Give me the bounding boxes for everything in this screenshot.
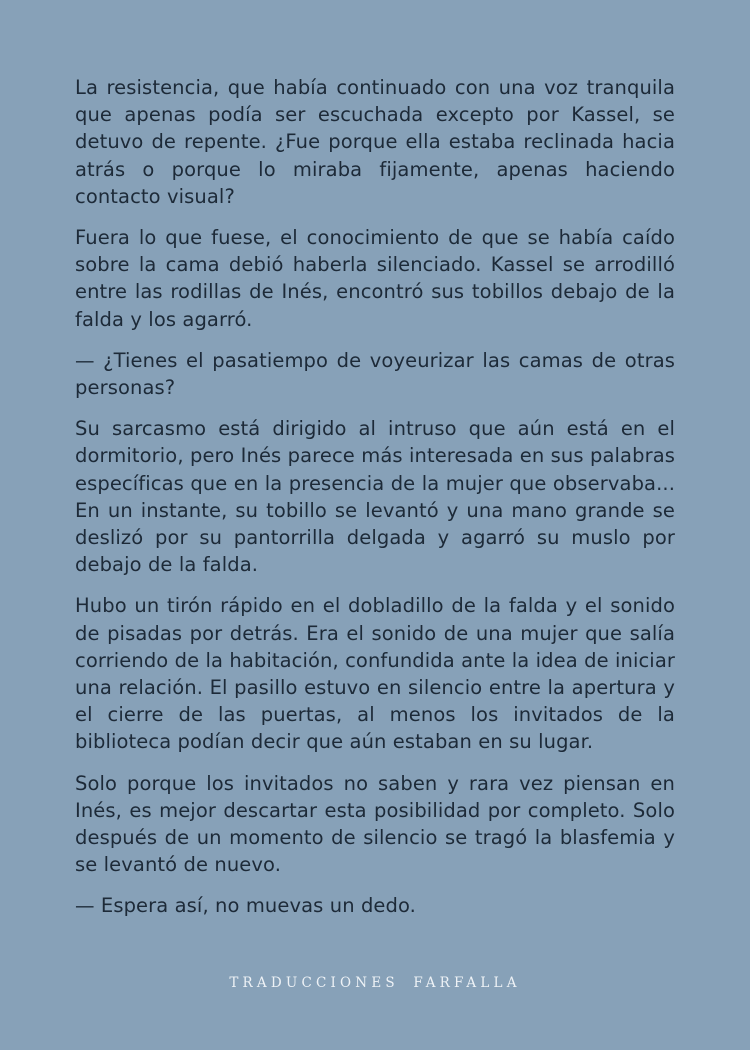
paragraph-7-dialogue: — Espera así, no muevas un dedo. [75, 894, 416, 918]
paragraph-2: Fuera lo que fuese, el conocimiento de que se había caído sobre la cama debió haberla silenciado. Kassel se arrodilló entre las rodillas de Inés, encontró sus tobillos debajo de la falda y los agarró. [75, 226, 675, 331]
page-body [75, 74, 675, 934]
paragraph-3-dialogue: — ¿Tienes el pasatiempo de voyeurizar las camas de otras personas? [75, 348, 675, 400]
paragraph-6: Solo porque los invitados no saben y rara vez piensan en Inés, es mejor descartar esta posibilidad por completo. Solo después de un momento de silencio se tragó la blasfemia y se levantó de nuevo. [75, 771, 675, 877]
paragraph-5: Hubo un tirón rápido en el dobladillo de la falda y el sonido de pisadas por detrás. Era el sonido de una mujer que salía corriendo de la habitación, confundida ante la idea de iniciar una relación. El pasillo estuvo en silencio entre la apertura y el cierre de las puertas, al menos los invitados de la biblioteca podían decir que aún estaban en su lugar. [75, 594, 675, 754]
paragraph-4: Su sarcasmo está dirigido al intruso que aún está en el dormitorio, pero Inés parece más interesada en sus palabras específicas que en la presencia de la mujer que observaba... En un instante, su tobillo se levantó y una mano grande se deslizó por su pantorrilla delgada y agarró su muslo por debajo de la falda. [75, 417, 675, 577]
footer-credit: TRADUCCIONES FARFALLA [229, 975, 521, 991]
paragraph-1: La resistencia, que había continuado con una voz tranquila que apenas podía ser escuchada excepto por Kassel, se detuvo de repente. ¿Fue porque ella estaba reclinada hacia atrás o porque lo miraba fijamente, apenas haciendo contacto visual? [75, 76, 675, 208]
